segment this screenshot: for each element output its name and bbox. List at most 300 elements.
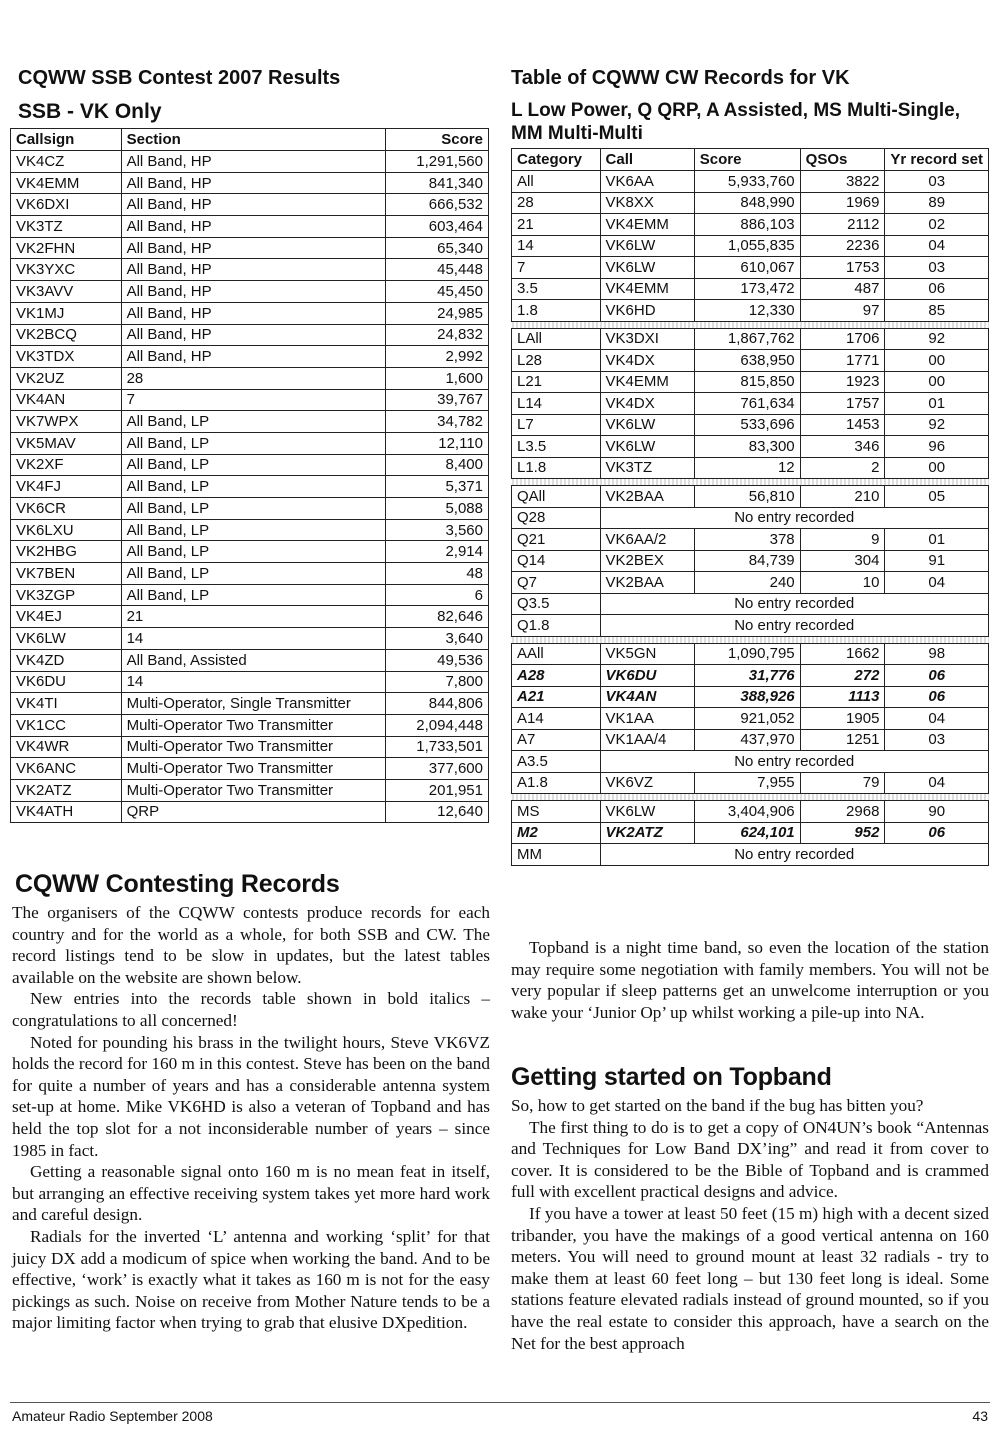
- score-cell: 2,914: [386, 541, 489, 563]
- score-cell: 3,560: [386, 519, 489, 541]
- col-header-category: Category: [512, 149, 601, 171]
- table-row: [11, 324, 489, 346]
- year-cell: 90: [885, 801, 989, 823]
- col-header-score: Score: [386, 129, 489, 151]
- call-cell: VK6DU: [600, 665, 694, 687]
- table-row: [512, 751, 989, 773]
- section-cell: 14: [121, 671, 386, 693]
- section-cell: All Band, LP: [121, 584, 386, 606]
- category-cell: 3.5: [512, 278, 601, 300]
- table-row: [11, 194, 489, 216]
- callsign-cell: VK4ATH: [11, 801, 122, 823]
- topband-heading: Getting started on Topband: [511, 1063, 832, 1091]
- qsos-cell: 2236: [800, 235, 885, 257]
- no-entry-cell: No entry recorded: [600, 844, 988, 866]
- category-cell: L3.5: [512, 436, 601, 458]
- callsign-cell: VK4WR: [11, 736, 122, 758]
- group-separator: [512, 636, 989, 643]
- col-header-section: Section: [121, 129, 386, 151]
- category-cell: A3.5: [512, 751, 601, 773]
- year-cell: 00: [885, 350, 989, 372]
- qsos-cell: 1251: [800, 729, 885, 751]
- year-cell: 04: [885, 708, 989, 730]
- separator-cell: [512, 321, 989, 328]
- table-row: [512, 214, 989, 236]
- section-cell: All Band, HP: [121, 346, 386, 368]
- qsos-cell: 2968: [800, 801, 885, 823]
- score-cell: 815,850: [694, 371, 800, 393]
- table-row: [512, 729, 989, 751]
- table-row: [11, 346, 489, 368]
- section-cell: All Band, LP: [121, 541, 386, 563]
- table-row: [11, 649, 489, 671]
- table-row: [11, 563, 489, 585]
- group-separator: [512, 794, 989, 801]
- category-cell: Q14: [512, 550, 601, 572]
- score-cell: 5,933,760: [694, 171, 800, 193]
- category-cell: 21: [512, 214, 601, 236]
- score-cell: 437,970: [694, 729, 800, 751]
- ssb-results-title: CQWW SSB Contest 2007 Results: [18, 67, 341, 89]
- score-cell: 610,067: [694, 257, 800, 279]
- table-row: [11, 628, 489, 650]
- score-cell: 848,990: [694, 192, 800, 214]
- category-cell: Q3.5: [512, 593, 601, 615]
- table-row: [11, 606, 489, 628]
- group-separator: [512, 321, 989, 328]
- table-row: [512, 257, 989, 279]
- score-cell: 2,094,448: [386, 714, 489, 736]
- category-cell: Q1.8: [512, 615, 601, 637]
- ssb-results-subtitle: SSB - VK Only: [18, 100, 162, 123]
- section-cell: All Band, Assisted: [121, 649, 386, 671]
- score-cell: 65,340: [386, 237, 489, 259]
- call-cell: VK8XX: [600, 192, 694, 214]
- table-row: [11, 237, 489, 259]
- qsos-cell: 97: [800, 300, 885, 322]
- call-cell: VK6HD: [600, 300, 694, 322]
- call-cell: VK2ATZ: [600, 822, 694, 844]
- call-cell: VK6LW: [600, 414, 694, 436]
- category-cell: A28: [512, 665, 601, 687]
- table-row: [11, 389, 489, 411]
- paragraph: The organisers of the CQWW contests produce records for each country and for the world as a whole, for both SSB and CW. The record listings tend to be slow in updates, but the latest tables available on the website are shown below.: [12, 903, 490, 987]
- call-cell: VK2BAA: [600, 486, 694, 508]
- table-row: [11, 671, 489, 693]
- qsos-cell: 1771: [800, 350, 885, 372]
- table-row: [512, 529, 989, 551]
- qsos-cell: 210: [800, 486, 885, 508]
- col-header-year: Yr record set: [885, 149, 989, 171]
- right-article-text-top: [511, 937, 989, 1023]
- score-cell: 1,867,762: [694, 328, 800, 350]
- year-cell: 06: [885, 822, 989, 844]
- section-cell: All Band, LP: [121, 454, 386, 476]
- category-cell: MS: [512, 801, 601, 823]
- call-cell: VK4EMM: [600, 278, 694, 300]
- callsign-cell: VK4EJ: [11, 606, 122, 628]
- call-cell: VK3DXI: [600, 328, 694, 350]
- score-cell: 12,110: [386, 432, 489, 454]
- score-cell: 377,600: [386, 758, 489, 780]
- table-row: [512, 615, 989, 637]
- table-row: [512, 192, 989, 214]
- score-cell: 12: [694, 457, 800, 479]
- category-cell: A7: [512, 729, 601, 751]
- score-cell: 7,955: [694, 772, 800, 794]
- callsign-cell: VK2XF: [11, 454, 122, 476]
- table-row: [11, 736, 489, 758]
- separator-cell: [512, 794, 989, 801]
- table-row: [11, 714, 489, 736]
- score-cell: 533,696: [694, 414, 800, 436]
- table-row: [11, 519, 489, 541]
- callsign-cell: VK2UZ: [11, 367, 122, 389]
- year-cell: 04: [885, 572, 989, 594]
- table-row: [11, 302, 489, 324]
- score-cell: 1,600: [386, 367, 489, 389]
- call-cell: VK6LW: [600, 801, 694, 823]
- category-cell: Q7: [512, 572, 601, 594]
- separator-cell: [512, 636, 989, 643]
- qsos-cell: 304: [800, 550, 885, 572]
- table-row: [512, 171, 989, 193]
- table-row: [11, 584, 489, 606]
- category-cell: 7: [512, 257, 601, 279]
- score-cell: 378: [694, 529, 800, 551]
- call-cell: VK4DX: [600, 350, 694, 372]
- score-cell: 83,300: [694, 436, 800, 458]
- score-cell: 638,950: [694, 350, 800, 372]
- callsign-cell: VK4ZD: [11, 649, 122, 671]
- qsos-cell: 1753: [800, 257, 885, 279]
- year-cell: 92: [885, 328, 989, 350]
- call-cell: VK1AA/4: [600, 729, 694, 751]
- category-cell: A21: [512, 686, 601, 708]
- cw-records-title: Table of CQWW CW Records for VK: [511, 67, 850, 89]
- section-cell: QRP: [121, 801, 386, 823]
- table-row: [11, 779, 489, 801]
- section-cell: All Band, LP: [121, 432, 386, 454]
- score-cell: 841,340: [386, 172, 489, 194]
- call-cell: VK3TZ: [600, 457, 694, 479]
- score-cell: 82,646: [386, 606, 489, 628]
- callsign-cell: VK4TI: [11, 693, 122, 715]
- ssb-results-table: [10, 128, 489, 823]
- category-cell: A14: [512, 708, 601, 730]
- score-cell: 761,634: [694, 393, 800, 415]
- table-row: [11, 151, 489, 173]
- score-cell: 7,800: [386, 671, 489, 693]
- score-cell: 201,951: [386, 779, 489, 801]
- section-cell: 28: [121, 367, 386, 389]
- table-row: [512, 665, 989, 687]
- table-row: [512, 708, 989, 730]
- score-cell: 8,400: [386, 454, 489, 476]
- right-article-text-bottom: [511, 1095, 989, 1354]
- table-row: [512, 350, 989, 372]
- callsign-cell: VK6ANC: [11, 758, 122, 780]
- table-row: [512, 572, 989, 594]
- category-cell: A1.8: [512, 772, 601, 794]
- score-cell: 1,733,501: [386, 736, 489, 758]
- score-cell: 2,992: [386, 346, 489, 368]
- category-cell: L28: [512, 350, 601, 372]
- category-cell: QAll: [512, 486, 601, 508]
- no-entry-cell: No entry recorded: [600, 751, 988, 773]
- score-cell: 84,739: [694, 550, 800, 572]
- year-cell: 85: [885, 300, 989, 322]
- score-cell: 45,448: [386, 259, 489, 281]
- call-cell: VK4EMM: [600, 371, 694, 393]
- callsign-cell: VK2HBG: [11, 541, 122, 563]
- score-cell: 12,640: [386, 801, 489, 823]
- qsos-cell: 1923: [800, 371, 885, 393]
- table-row: [512, 371, 989, 393]
- section-cell: All Band, HP: [121, 259, 386, 281]
- score-cell: 45,450: [386, 281, 489, 303]
- score-cell: 886,103: [694, 214, 800, 236]
- separator-cell: [512, 479, 989, 486]
- table-row: [11, 432, 489, 454]
- score-cell: 603,464: [386, 216, 489, 238]
- paragraph: If you have a tower at least 50 feet (15 m) high with a decent sized tribander, you have the makings of a good vertical antenna on 160 meters. You will need to ground mount at least 32 radials - try to make them at least 60 feet long – but 130 feet long is ideal. Some stations feature elevated radials instead of ground mounted, so if you have the real estate to consider this approach, have a search on the Net for the best approach: [511, 1203, 989, 1353]
- section-cell: Multi-Operator Two Transmitter: [121, 736, 386, 758]
- qsos-cell: 346: [800, 436, 885, 458]
- score-cell: 240: [694, 572, 800, 594]
- year-cell: 98: [885, 643, 989, 665]
- call-cell: VK2BAA: [600, 572, 694, 594]
- category-cell: 28: [512, 192, 601, 214]
- callsign-cell: VK6CR: [11, 498, 122, 520]
- score-cell: 844,806: [386, 693, 489, 715]
- callsign-cell: VK5MAV: [11, 432, 122, 454]
- qsos-cell: 1453: [800, 414, 885, 436]
- call-cell: VK6LW: [600, 235, 694, 257]
- score-cell: 6: [386, 584, 489, 606]
- score-cell: 12,330: [694, 300, 800, 322]
- no-entry-cell: No entry recorded: [600, 615, 988, 637]
- qsos-cell: 79: [800, 772, 885, 794]
- call-cell: VK4EMM: [600, 214, 694, 236]
- score-cell: 5,371: [386, 476, 489, 498]
- no-entry-cell: No entry recorded: [600, 593, 988, 615]
- callsign-cell: VK2ATZ: [11, 779, 122, 801]
- section-cell: All Band, HP: [121, 151, 386, 173]
- year-cell: 01: [885, 529, 989, 551]
- year-cell: 92: [885, 414, 989, 436]
- score-cell: 1,055,835: [694, 235, 800, 257]
- category-cell: L1.8: [512, 457, 601, 479]
- section-cell: All Band, HP: [121, 237, 386, 259]
- group-separator: [512, 479, 989, 486]
- table-row: [512, 844, 989, 866]
- year-cell: 00: [885, 457, 989, 479]
- table-row: [512, 822, 989, 844]
- footer-page-number: 43: [972, 1408, 988, 1424]
- callsign-cell: VK7BEN: [11, 563, 122, 585]
- score-cell: 39,767: [386, 389, 489, 411]
- score-cell: 666,532: [386, 194, 489, 216]
- callsign-cell: VK2FHN: [11, 237, 122, 259]
- footer-publication: Amateur Radio September 2008: [12, 1408, 213, 1424]
- year-cell: 00: [885, 371, 989, 393]
- score-cell: 1,090,795: [694, 643, 800, 665]
- table-row: [512, 300, 989, 322]
- table-row: [512, 414, 989, 436]
- qsos-cell: 1757: [800, 393, 885, 415]
- section-cell: All Band, LP: [121, 563, 386, 585]
- score-cell: 24,985: [386, 302, 489, 324]
- callsign-cell: VK3ZGP: [11, 584, 122, 606]
- qsos-cell: 1662: [800, 643, 885, 665]
- call-cell: VK4AN: [600, 686, 694, 708]
- year-cell: 06: [885, 278, 989, 300]
- callsign-cell: VK3AVV: [11, 281, 122, 303]
- year-cell: 04: [885, 235, 989, 257]
- table-row: [512, 457, 989, 479]
- score-cell: 921,052: [694, 708, 800, 730]
- callsign-cell: VK6DU: [11, 671, 122, 693]
- qsos-cell: 1969: [800, 192, 885, 214]
- category-cell: Q21: [512, 529, 601, 551]
- category-cell: L14: [512, 393, 601, 415]
- qsos-cell: 10: [800, 572, 885, 594]
- callsign-cell: VK4FJ: [11, 476, 122, 498]
- score-cell: 56,810: [694, 486, 800, 508]
- section-cell: 21: [121, 606, 386, 628]
- callsign-cell: VK4EMM: [11, 172, 122, 194]
- callsign-cell: VK4CZ: [11, 151, 122, 173]
- table-row: [512, 772, 989, 794]
- table-row: [512, 393, 989, 415]
- score-cell: 3,640: [386, 628, 489, 650]
- table-row: [11, 454, 489, 476]
- table-row: [11, 216, 489, 238]
- call-cell: VK6VZ: [600, 772, 694, 794]
- table-row: [512, 235, 989, 257]
- category-cell: L7: [512, 414, 601, 436]
- table-row: [512, 278, 989, 300]
- category-cell: L21: [512, 371, 601, 393]
- table-row: [11, 281, 489, 303]
- section-cell: All Band, HP: [121, 324, 386, 346]
- section-cell: 7: [121, 389, 386, 411]
- paragraph: New entries into the records table shown in bold italics – congratulations to all concerned!: [12, 989, 490, 1030]
- section-cell: Multi-Operator, Single Transmitter: [121, 693, 386, 715]
- section-cell: Multi-Operator Two Transmitter: [121, 758, 386, 780]
- score-cell: 48: [386, 563, 489, 585]
- callsign-cell: VK2BCQ: [11, 324, 122, 346]
- paragraph: The first thing to do is to get a copy of ON4UN’s book “Antennas and Techniques for Low Band DX’ing” and read it from cover to cover. It is considered to be the Bible of Topband and is crammed full with excellent practical designs and advice.: [511, 1117, 989, 1202]
- score-cell: 624,101: [694, 822, 800, 844]
- col-header-callsign: Callsign: [11, 129, 122, 151]
- category-cell: M2: [512, 822, 601, 844]
- qsos-cell: 2: [800, 457, 885, 479]
- paragraph: So, how to get started on the band if the bug has bitten you?: [511, 1096, 924, 1115]
- call-cell: VK6LW: [600, 436, 694, 458]
- section-cell: All Band, LP: [121, 411, 386, 433]
- qsos-cell: 3822: [800, 171, 885, 193]
- table-row: [512, 507, 989, 529]
- category-cell: MM: [512, 844, 601, 866]
- table-row: [11, 541, 489, 563]
- table-row: [512, 686, 989, 708]
- year-cell: 03: [885, 257, 989, 279]
- call-cell: VK1AA: [600, 708, 694, 730]
- year-cell: 89: [885, 192, 989, 214]
- table-row: [11, 367, 489, 389]
- table-row: [11, 476, 489, 498]
- table-row: [512, 801, 989, 823]
- qsos-cell: 272: [800, 665, 885, 687]
- year-cell: 06: [885, 665, 989, 687]
- callsign-cell: VK3TZ: [11, 216, 122, 238]
- call-cell: VK6AA/2: [600, 529, 694, 551]
- qsos-cell: 952: [800, 822, 885, 844]
- callsign-cell: VK6LW: [11, 628, 122, 650]
- call-cell: VK5GN: [600, 643, 694, 665]
- call-cell: VK4DX: [600, 393, 694, 415]
- category-cell: LAll: [512, 328, 601, 350]
- score-cell: 1,291,560: [386, 151, 489, 173]
- table-row: [512, 486, 989, 508]
- score-cell: 34,782: [386, 411, 489, 433]
- table-row: [512, 643, 989, 665]
- table-row: [11, 498, 489, 520]
- score-cell: 5,088: [386, 498, 489, 520]
- callsign-cell: VK3YXC: [11, 259, 122, 281]
- year-cell: 04: [885, 772, 989, 794]
- section-cell: All Band, HP: [121, 302, 386, 324]
- paragraph: Noted for pounding his brass in the twilight hours, Steve VK6VZ holds the record for 160 m in this contest. Steve has been on the band for quite a number of years and has a considerable antenna system set-up at home. Mike VK6HD is also a veteran of Topband and has held the top slot for a not inconsiderable number of years – since 1985 in fact.: [12, 1032, 490, 1160]
- call-cell: VK6LW: [600, 257, 694, 279]
- col-header-call: Call: [600, 149, 694, 171]
- year-cell: 03: [885, 171, 989, 193]
- paragraph: Radials for the inverted ‘L’ antenna and working ‘split’ for that juicy DX add a modicum of spice when working the band. And to be effective, ‘work’ is exactly what it takes as 160 m is not for the easy pickings as such. Noise on receive from Mother Nature tends to be a major limiting factor when trying to grab that elusive DXpedition.: [12, 1226, 490, 1333]
- qsos-cell: 487: [800, 278, 885, 300]
- category-cell: 14: [512, 235, 601, 257]
- score-cell: 31,776: [694, 665, 800, 687]
- section-cell: All Band, HP: [121, 194, 386, 216]
- section-cell: 14: [121, 628, 386, 650]
- section-cell: All Band, LP: [121, 476, 386, 498]
- section-cell: All Band, HP: [121, 216, 386, 238]
- callsign-cell: VK3TDX: [11, 346, 122, 368]
- section-cell: All Band, HP: [121, 172, 386, 194]
- table-row: [11, 259, 489, 281]
- section-cell: All Band, LP: [121, 519, 386, 541]
- page-footer: [10, 1402, 990, 1431]
- year-cell: 03: [885, 729, 989, 751]
- score-cell: 3,404,906: [694, 801, 800, 823]
- score-cell: 388,926: [694, 686, 800, 708]
- category-cell: All: [512, 171, 601, 193]
- table-row: [512, 550, 989, 572]
- qsos-cell: 2112: [800, 214, 885, 236]
- qsos-cell: 1905: [800, 708, 885, 730]
- paragraph: Getting a reasonable signal onto 160 m is no mean feat in itself, but arranging an effective receiving system takes yet more hard work and careful design.: [12, 1162, 490, 1225]
- col-header-qsos: QSOs: [800, 149, 885, 171]
- table-row: [512, 436, 989, 458]
- callsign-cell: VK1MJ: [11, 302, 122, 324]
- qsos-cell: 1113: [800, 686, 885, 708]
- category-cell: AAll: [512, 643, 601, 665]
- score-cell: 173,472: [694, 278, 800, 300]
- year-cell: 01: [885, 393, 989, 415]
- section-cell: Multi-Operator Two Transmitter: [121, 714, 386, 736]
- no-entry-cell: No entry recorded: [600, 507, 988, 529]
